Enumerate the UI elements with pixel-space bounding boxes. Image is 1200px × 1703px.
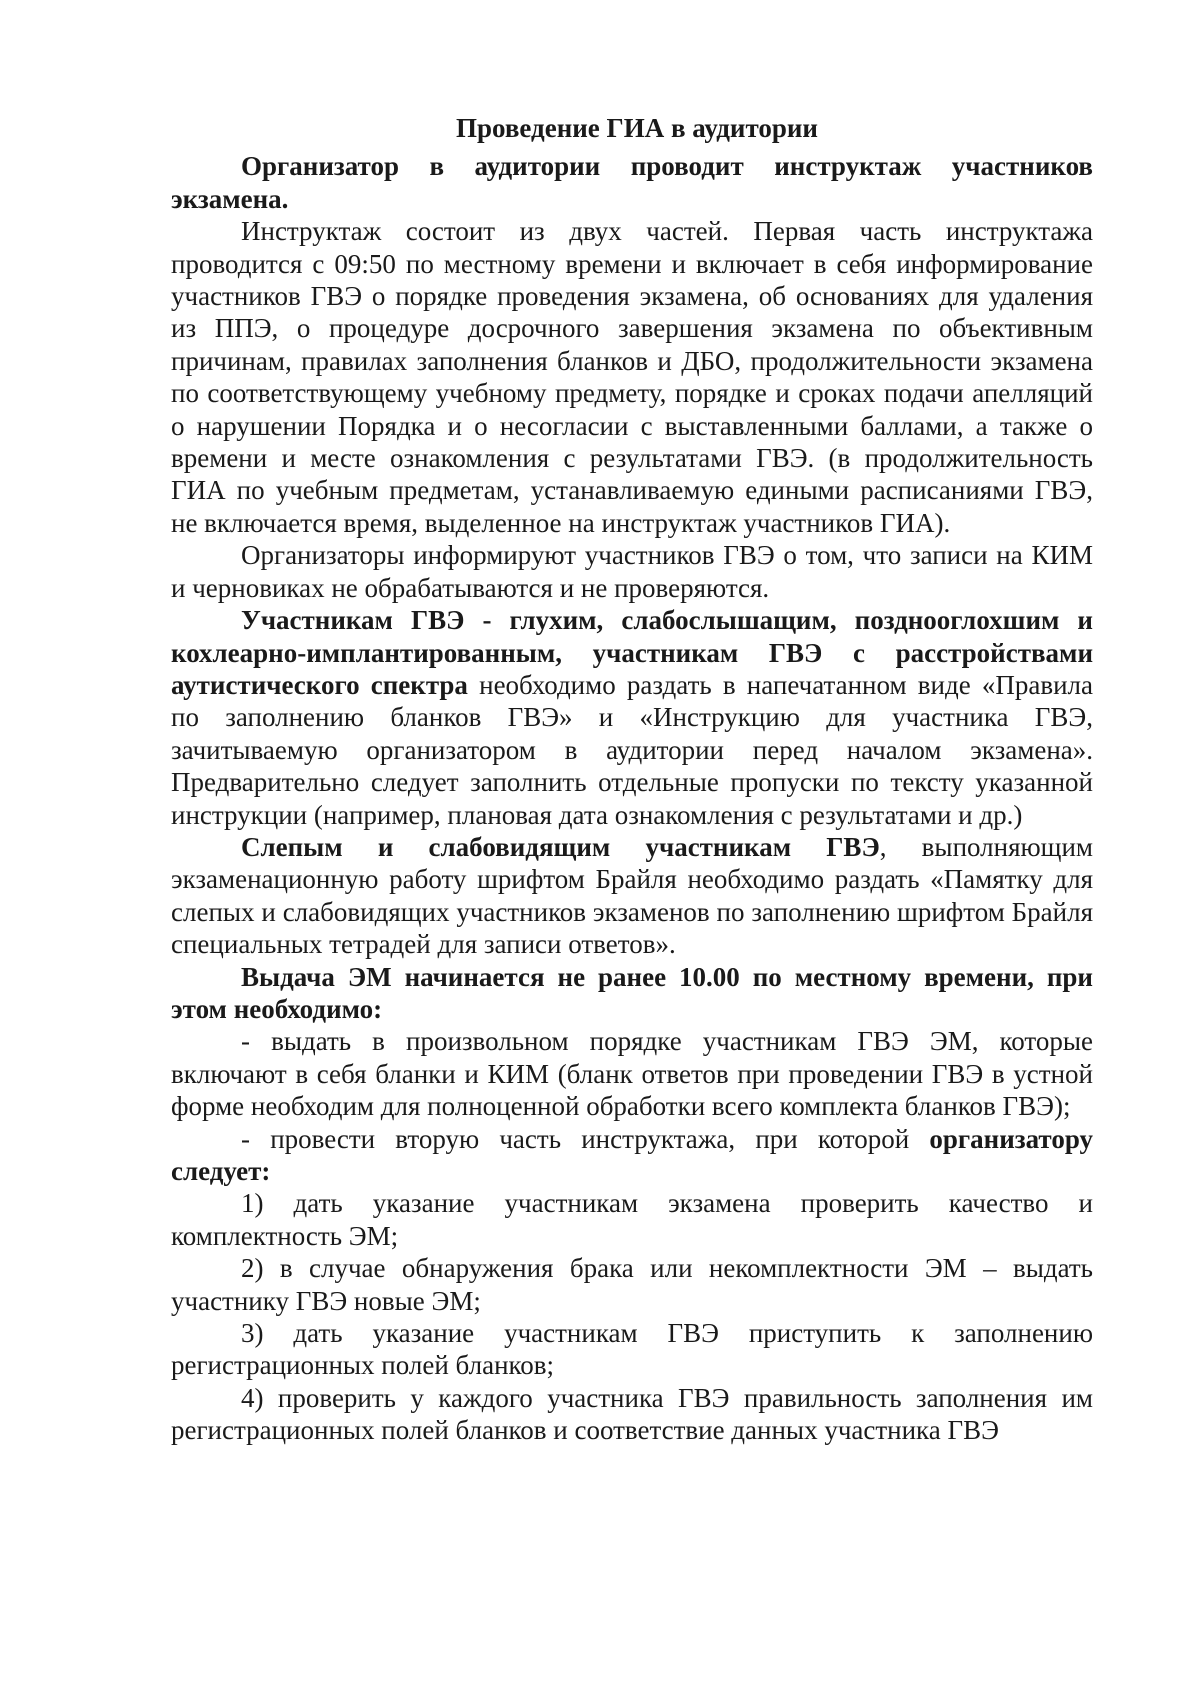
paragraph-kim-drafts: Организаторы информируют участников ГВЭ о том, что записи на КИМ и черновиках не обрабатываются и не проверяются. [171, 540, 1093, 603]
paragraph-second-briefing-bold: организатору следует: [171, 1123, 1093, 1186]
paragraph-briefing-parts: Инструктаж состоит из двух частей. Первая часть инструктажа проводится с 09:50 по местному времени и включает в себя информирование участников ГВЭ о порядке проведения экзамена, об основаниях для удаления из ППЭ, о процедуре досрочного завершения экзамена по объективным причинам, правилах заполнения бланков и ДБО, продолжительности экзамена по соответствующему учебному предмету, порядке и сроках подачи апелляций о нарушении Порядка и о несогласии с выставленными баллами, а также о времени и месте ознакомления с результатами ГВЭ. (в продолжительность ГИА по учебным предметам, устанавливаемую едиными расписаниями ГВЭ, не включается время, выделенное на инструктаж участников ГИА). [171, 216, 1093, 538]
paragraph-em-issue: Выдача ЭМ начинается не ранее 10.00 по местному времени, при этом необходимо: [171, 961, 1093, 1024]
list-item: 3) дать указание участникам ГВЭ приступить к заполнению регистрационных полей бланков; [171, 1318, 1093, 1381]
list-item: 4) проверить у каждого участника ГВЭ правильность заполнения им регистрационных полей бланков и соответствие данных участника ГВЭ [171, 1382, 1093, 1446]
paragraph-organizer-briefing: Организатор в аудитории проводит инструктаж участников экзамена. [171, 151, 1093, 214]
list-item: 2) в случае обнаружения брака или некомплектности ЭМ – выдать участнику ГВЭ новые ЭМ; [171, 1253, 1093, 1316]
paragraph-deaf-participants [171, 604, 1093, 831]
paragraph-deaf-participants-rest: необходимо раздать в напечатанном виде «Правила по заполнению бланков ГВЭ» и «Инструкцию для участника ГВЭ, зачитываемую организатором в аудитории перед началом экзамена». Предварительно следует заполнить отдельные пропуски по тексту указанной инструкции (например, плановая дата ознакомления с результатами и др.) [171, 669, 1093, 830]
paragraph-blind-participants-rest: , выполняющим экзаменационную работу шрифтом Брайля необходимо раздать «Памятку для слепых и слабовидящих участников экзаменов по заполнению шрифтом Брайля специальных тетрадей для записи ответов». [171, 831, 1094, 960]
paragraph-second-briefing-start: - провести вторую часть инструктажа, при которой [241, 1123, 930, 1154]
document-body [171, 112, 1093, 1447]
list-item: 1) дать указание участникам экзамена проверить качество и комплектность ЭМ; [171, 1188, 1093, 1251]
paragraph-blind-participants-bold: Слепым и слабовидящим участникам ГВЭ [241, 831, 880, 862]
paragraph-blind-participants [171, 831, 1093, 961]
paragraph-issue-em: - выдать в произвольном порядке участникам ГВЭ ЭМ, которые включают в себя бланки и КИМ (бланк ответов при проведении ГВЭ в устной форме необходим для полноценной обработки всего комплекта бланков ГВЭ); [171, 1026, 1093, 1122]
document-title: Проведение ГИА в аудитории [456, 113, 818, 143]
paragraph-second-briefing [171, 1123, 1093, 1188]
paragraph-deaf-participants-bold: Участникам ГВЭ - глухим, слабослышащим, позднооглохшим и кохлеарно-имплантированным, участникам ГВЭ с расстройствами аутистического спектра [171, 605, 1093, 700]
